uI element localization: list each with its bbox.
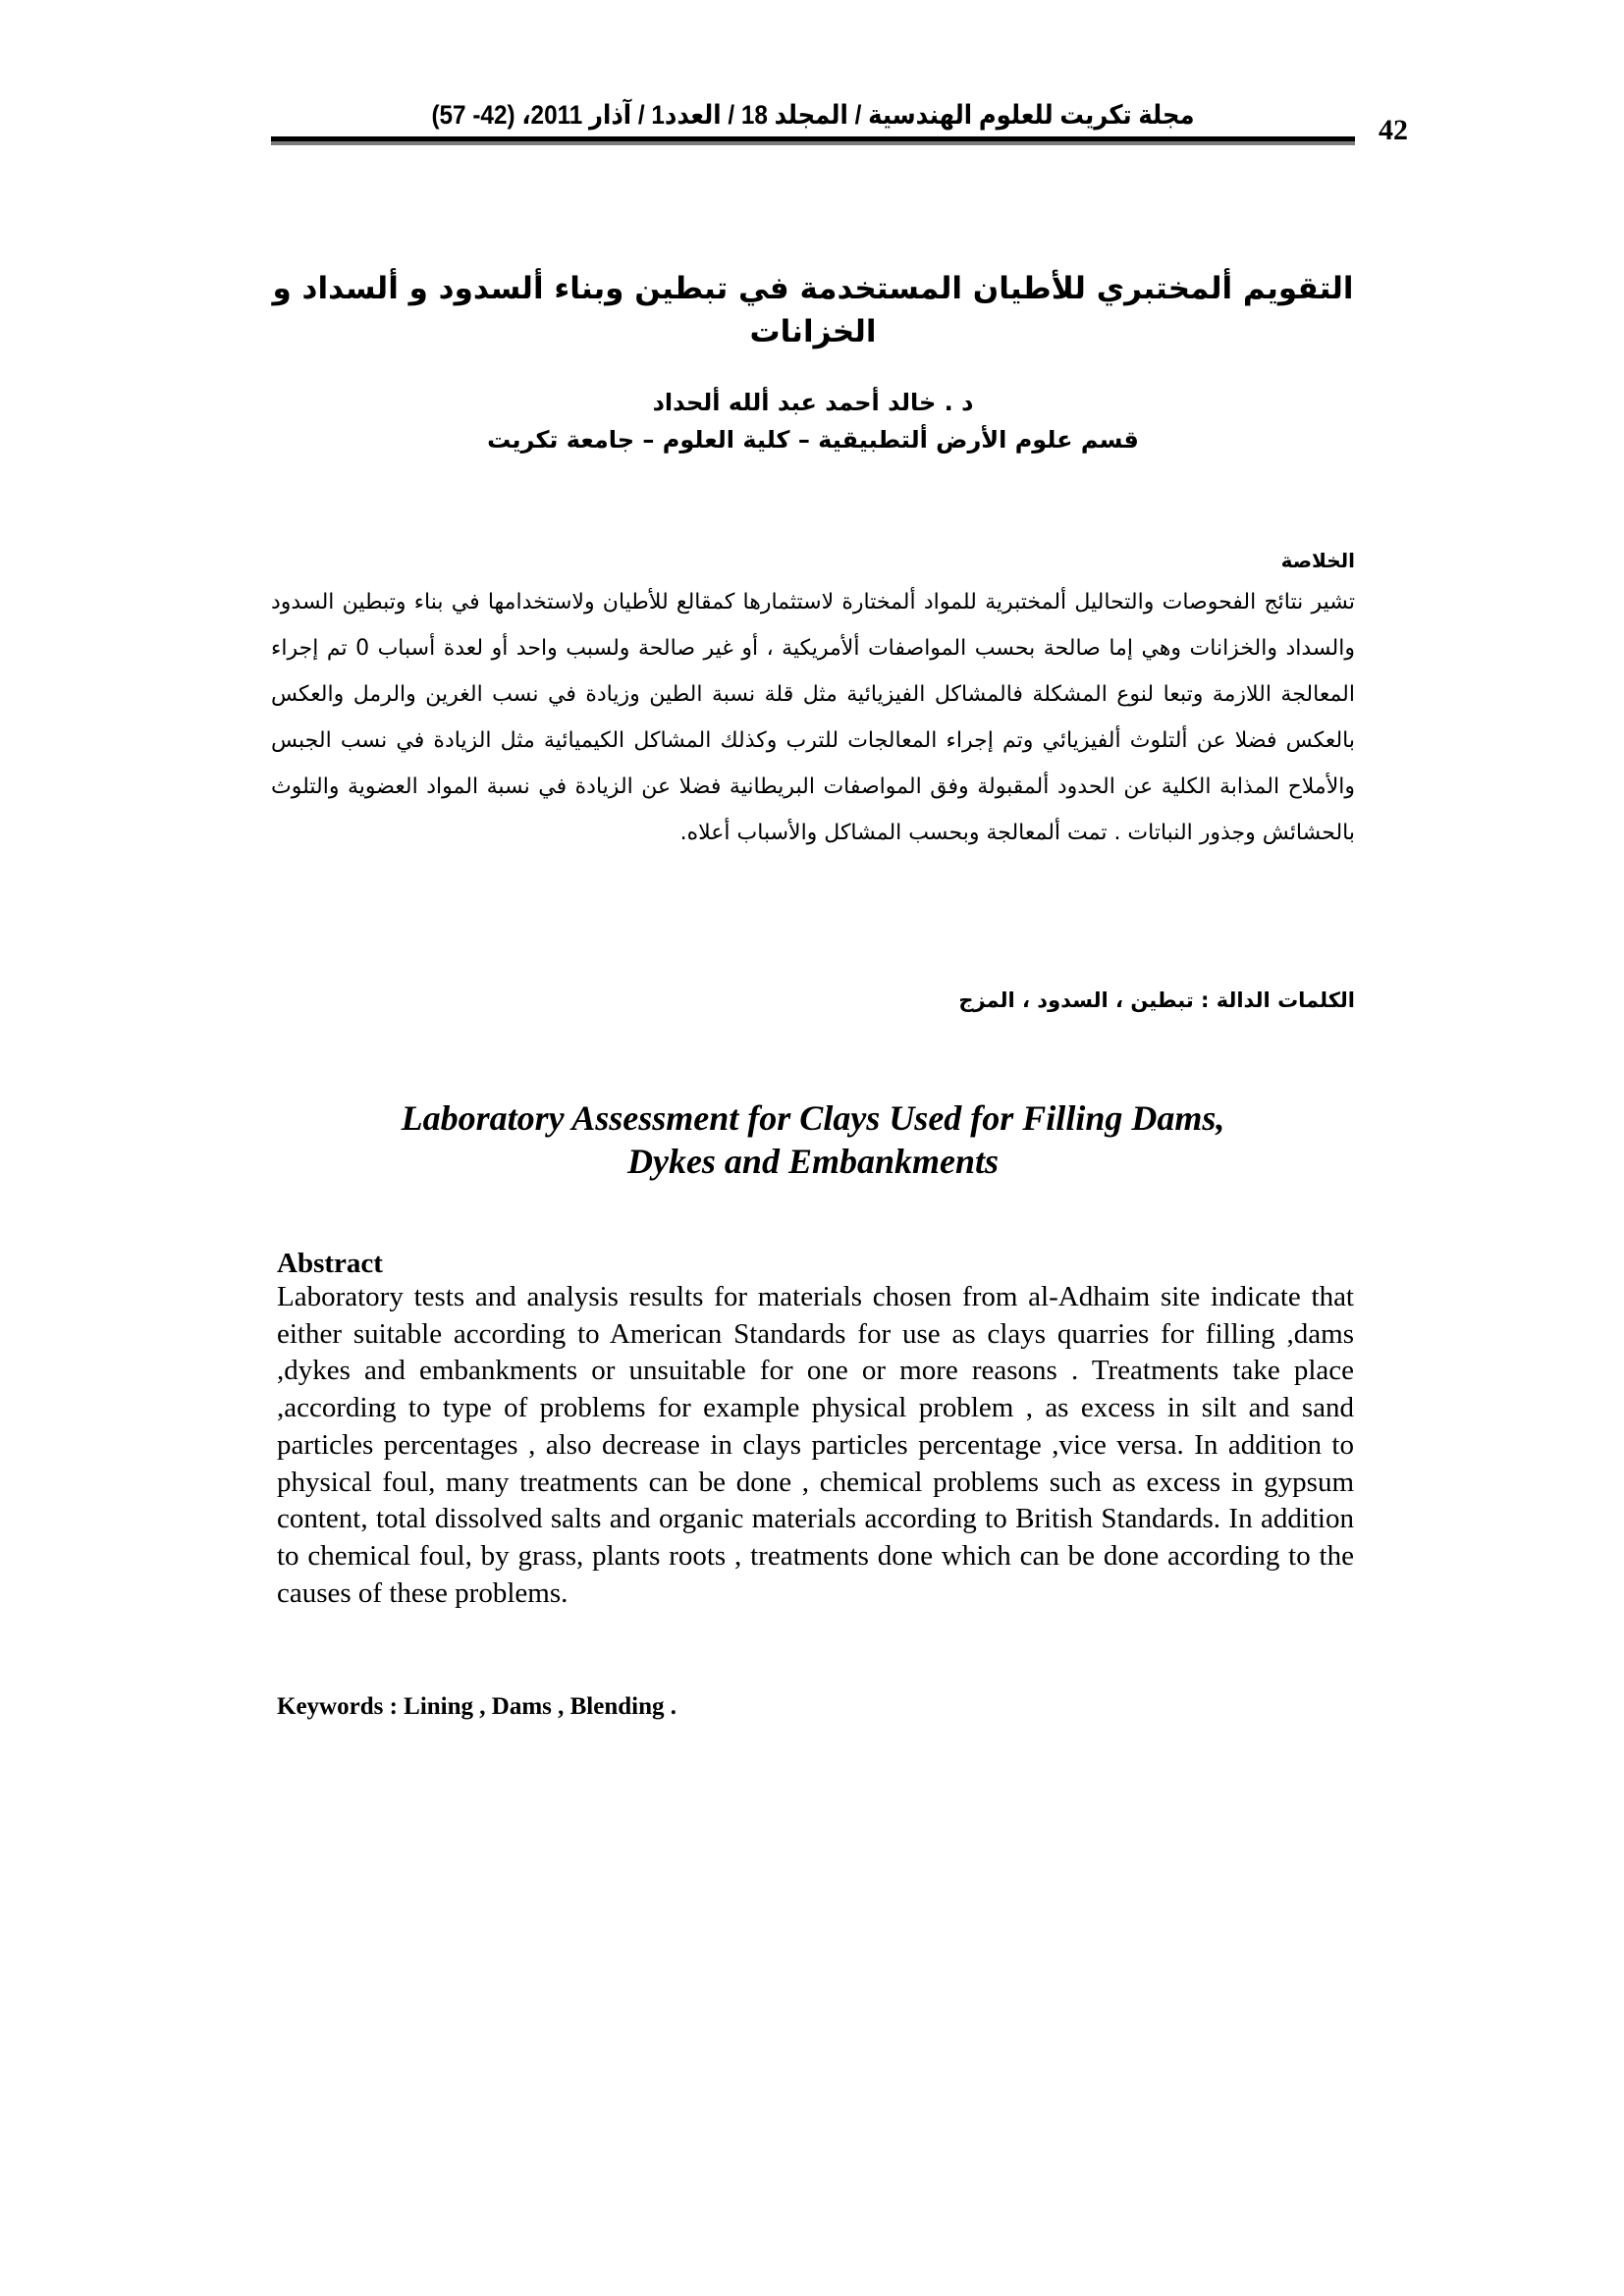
arabic-affiliation: قسم علوم الأرض ألتطبيقية – كلية العلوم – جامعة تكريت	[487, 426, 1139, 454]
english-title	[271, 1096, 1355, 1183]
arabic-keywords: الكلمات الدالة : تبطين ، السدود ، المزج	[958, 988, 1355, 1012]
arabic-abstract-heading: الخلاصة	[1280, 549, 1355, 572]
english-abstract-paragraph: Laboratory tests and analysis results for materials chosen from al-Adhaim site indicate that either suitable according to American Standards for use as clays quarries for filling ,dams ,dykes and embankments or unsuitable for one or more reasons . Treatments take place ,according to type of problems for example physical problem , as excess in silt and sand particles percentages , also decrease in clays particles percentage ,vice versa. In addition to physical foul, many treatments can be done , chemical problems such as excess in gypsum content, total dissolved salts and organic materials according to British Standards. In addition to chemical foul, by grass, plants roots , treatments done which can be done according to the causes of these problems.	[277, 1281, 1354, 1609]
running-header-journal-citation: مجلة تكريت للعلوم الهندسية / المجلد 18 / العدد1 / آذار 2011، (42- 57)	[431, 100, 1195, 130]
english-title-line-1: Laboratory Assessment for Clays Used for Filling Dams,	[401, 1098, 1225, 1138]
english-keywords: Keywords : Lining , Dams , Blending .	[277, 1693, 677, 1720]
arabic-author: د . خالد أحمد عبد ألله ألحداد	[652, 389, 974, 416]
arabic-abstract-body	[271, 579, 1355, 856]
arabic-title: التقويم ألمختبري للأطيان المستخدمة في تبطين وبناء ألسدود و ألسداد و الخزانات	[272, 271, 1354, 349]
header-rule-shadow	[271, 141, 1355, 145]
english-title-line-2: Dykes and Embankments	[626, 1142, 1000, 1181]
arabic-abstract-paragraph: تشير نتائج الفحوصات والتحاليل ألمختبرية للمواد ألمختارة لاستثمارها كمقالع للأطيان ولاستخدامها في بناء وتبطين السدود والسداد والخزانات وهي إما صالحة بحسب المواصفات ألأمريكية ، أو غير صالحة ولسبب واحد أو لعدة أسباب 0 تم إجراء المعالجة اللازمة وتبعا لنوع المشكلة فالمشاكل الفيزيائية مثل قلة نسبة الطين وزيادة في نسب الغرين والرمل والعكس بالعكس فضلا عن ألتلوث ألفيزيائي وتم إجراء المعالجات للترب وكذلك المشاكل الكيميائية مثل الزيادة في نسب الجبس والأملاح المذابة الكلية عن الحدود ألمقبولة وفق المواصفات البريطانية فضلا عن الزيادة في نسبة المواد العضوية والتلوث بالحشائش وجذور النباتات . تمت ألمعالجة وبحسب المشاكل والأسباب أعلاه.	[271, 590, 1355, 845]
english-abstract-heading: Abstract	[277, 1248, 383, 1279]
english-abstract-body	[277, 1279, 1354, 1612]
page-number: 42	[1379, 114, 1408, 146]
